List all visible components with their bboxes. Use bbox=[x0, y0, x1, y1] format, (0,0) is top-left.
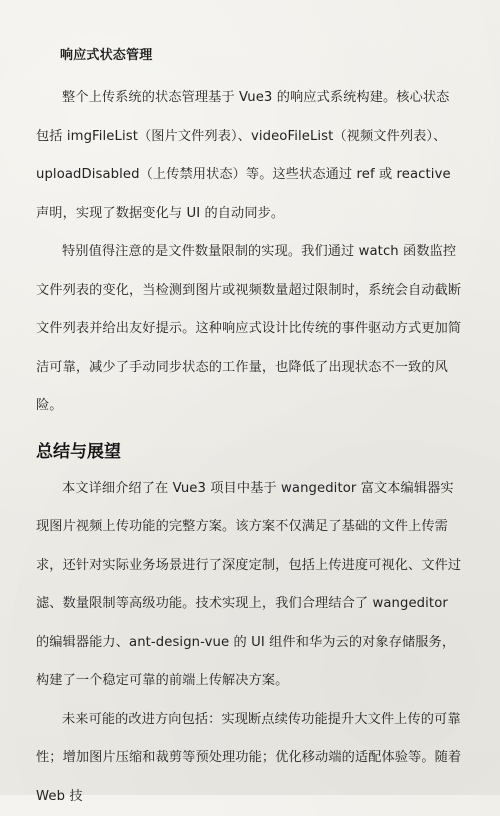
section-subheading-reactive-state: 响应式状态管理 bbox=[60, 40, 462, 66]
paragraph: 特别值得注意的是文件数量限制的实现。我们通过 watch 函数监控文件列表的变化，当检测到图片或视频数量超过限制时，系统会自动截断文件列表并给出友好提示。这种响应式设计比传统的事件驱动方式更加简洁可靠，减少了手动同步状态的工作量，也降低了出现状态不一致的风险。 bbox=[36, 233, 462, 426]
paragraph: 本文详细介绍了在 Vue3 项目中基于 wangeditor 富文本编辑器实现图片视频上传功能的完整方案。该方案不仅满足了基础的文件上传需求，还针对实际业务场景进行了深度定制，包括上传进度可视化、文件过滤、数量限制等高级功能。技术实现上，我们合理结合了 wangeditor 的编辑器能力、ant-design-vue 的 UI 组件和华为云的对象存储服务，构建了一个稳定可靠的前端上传解决方案。 bbox=[36, 470, 462, 701]
paragraph: 整个上传系统的状态管理基于 Vue3 的响应式系统构建。核心状态包括 imgFileList（图片文件列表）、videoFileList（视频文件列表）、uploadDisabled（上传禁用状态）等。这些状态通过 ref 或 reactive 声明，实现了数据变化与 UI 的自动同步。 bbox=[36, 79, 462, 233]
paragraph: 未来可能的改进方向包括：实现断点续传功能提升大文件上传的可靠性；增加图片压缩和裁剪等预处理功能；优化移动端的适配体验等。随着 Web 技 bbox=[36, 701, 462, 816]
section-heading-summary: 总结与展望 bbox=[36, 440, 462, 464]
